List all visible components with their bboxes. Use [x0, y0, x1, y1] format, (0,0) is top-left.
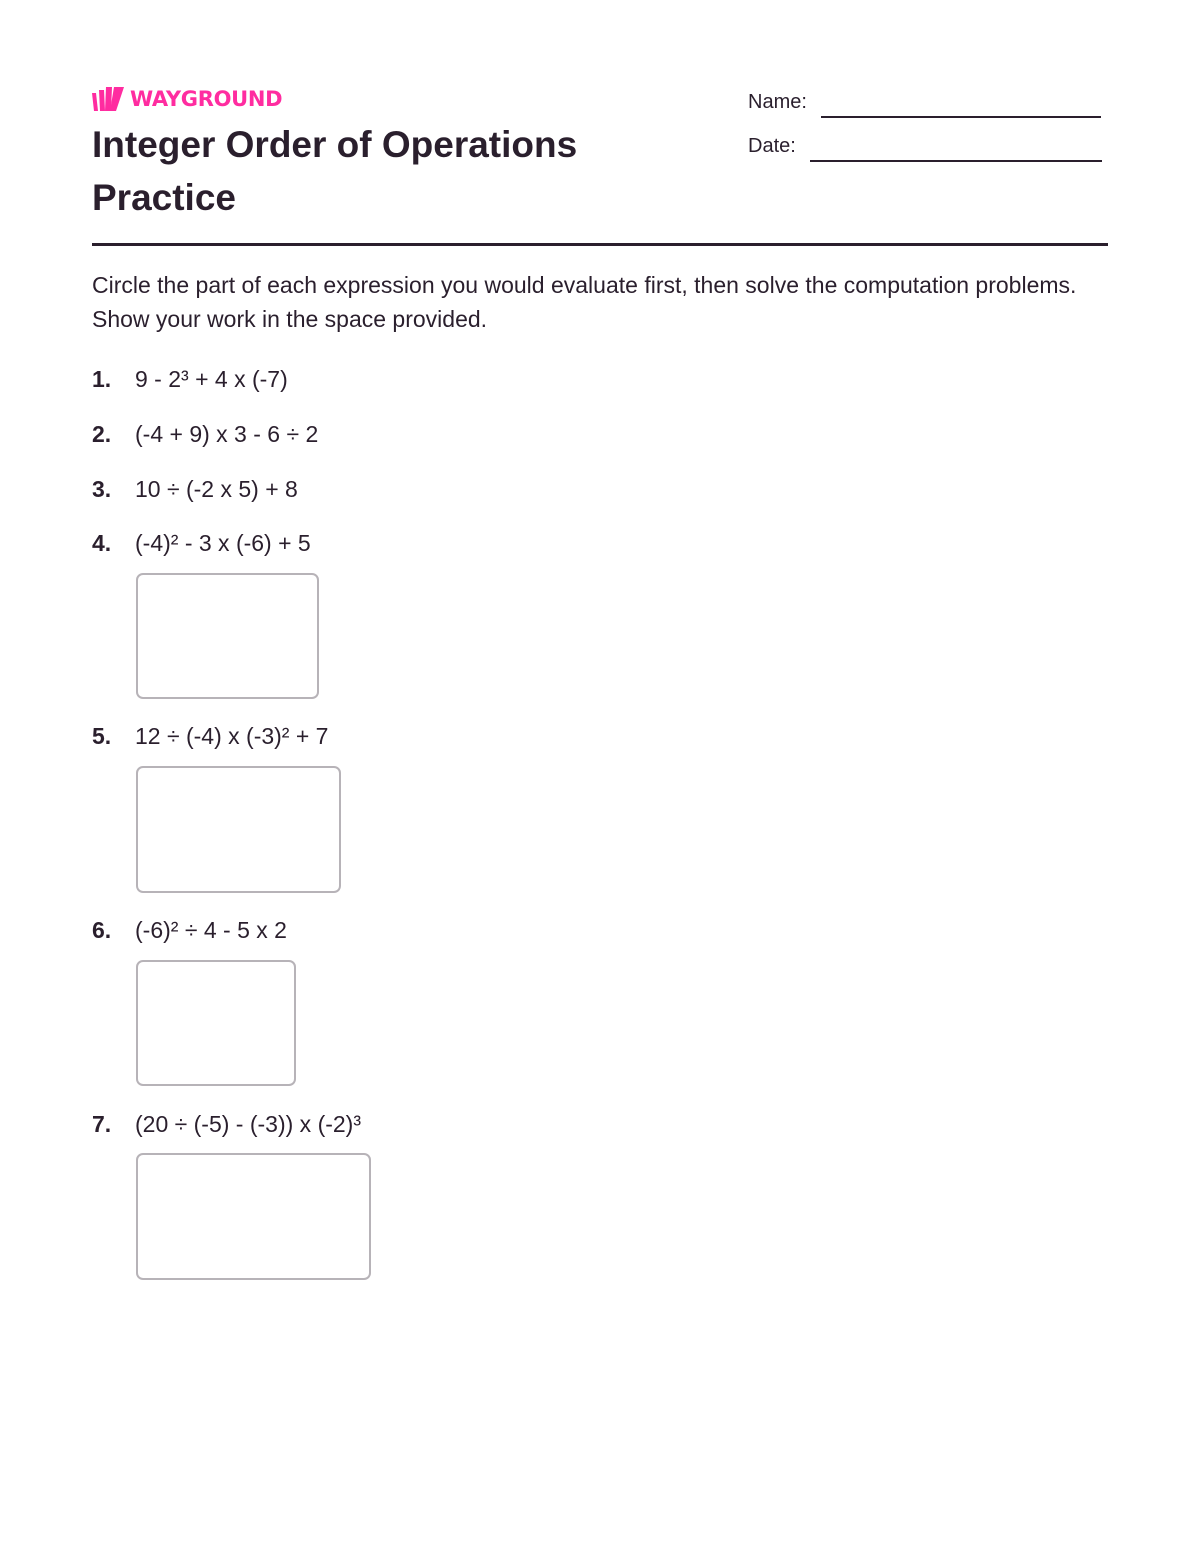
problem-item — [92, 528, 311, 558]
date-label: Date: — [748, 135, 796, 157]
problem-expression: 10 ÷ (-2 x 5) + 8 — [135, 476, 298, 502]
problem-expression: (-4 + 9) x 3 - 6 ÷ 2 — [135, 421, 319, 447]
brand-logo — [92, 86, 282, 112]
answer-box[interactable] — [136, 960, 296, 1086]
page-title: Integer Order of Operations Practice — [92, 124, 578, 218]
header-divider — [92, 243, 1108, 246]
problem-expression: (20 ÷ (-5) - (-3)) x (-2)³ — [135, 1111, 361, 1137]
problem-expression: (-6)² ÷ 4 - 5 x 2 — [135, 917, 287, 943]
answer-box[interactable] — [136, 573, 319, 699]
problem-item — [92, 364, 288, 394]
name-line[interactable] — [821, 116, 1101, 118]
problem-expression: (-4)² - 3 x (-6) + 5 — [135, 530, 311, 556]
problem-expression: 9 - 2³ + 4 x (-7) — [135, 366, 288, 392]
name-label: Name: — [748, 91, 807, 113]
problem-number: 7. — [92, 1111, 112, 1137]
problem-item — [92, 419, 318, 449]
name-field[interactable] — [748, 90, 1101, 114]
problem-item — [92, 721, 328, 751]
problem-expression: 12 ÷ (-4) x (-3)² + 7 — [135, 723, 329, 749]
problem-number: 5. — [92, 723, 112, 749]
problem-item — [92, 915, 287, 945]
problem-item — [92, 474, 298, 504]
answer-box[interactable] — [136, 766, 341, 893]
instructions: Circle the part of each expression you would evaluate first, then solve the computation problems. Show your work in the space provided. — [92, 272, 1077, 332]
problem-number: 6. — [92, 917, 112, 943]
date-field[interactable] — [748, 134, 1102, 158]
problem-item — [92, 1109, 361, 1139]
problem-number: 3. — [92, 476, 112, 502]
problem-number: 2. — [92, 421, 112, 447]
date-line[interactable] — [810, 160, 1102, 162]
wayground-logo-icon — [92, 87, 124, 111]
answer-box[interactable] — [136, 1153, 371, 1280]
problem-number: 1. — [92, 366, 112, 392]
brand-name: WAYGROUND — [130, 87, 283, 111]
problem-number: 4. — [92, 530, 112, 556]
